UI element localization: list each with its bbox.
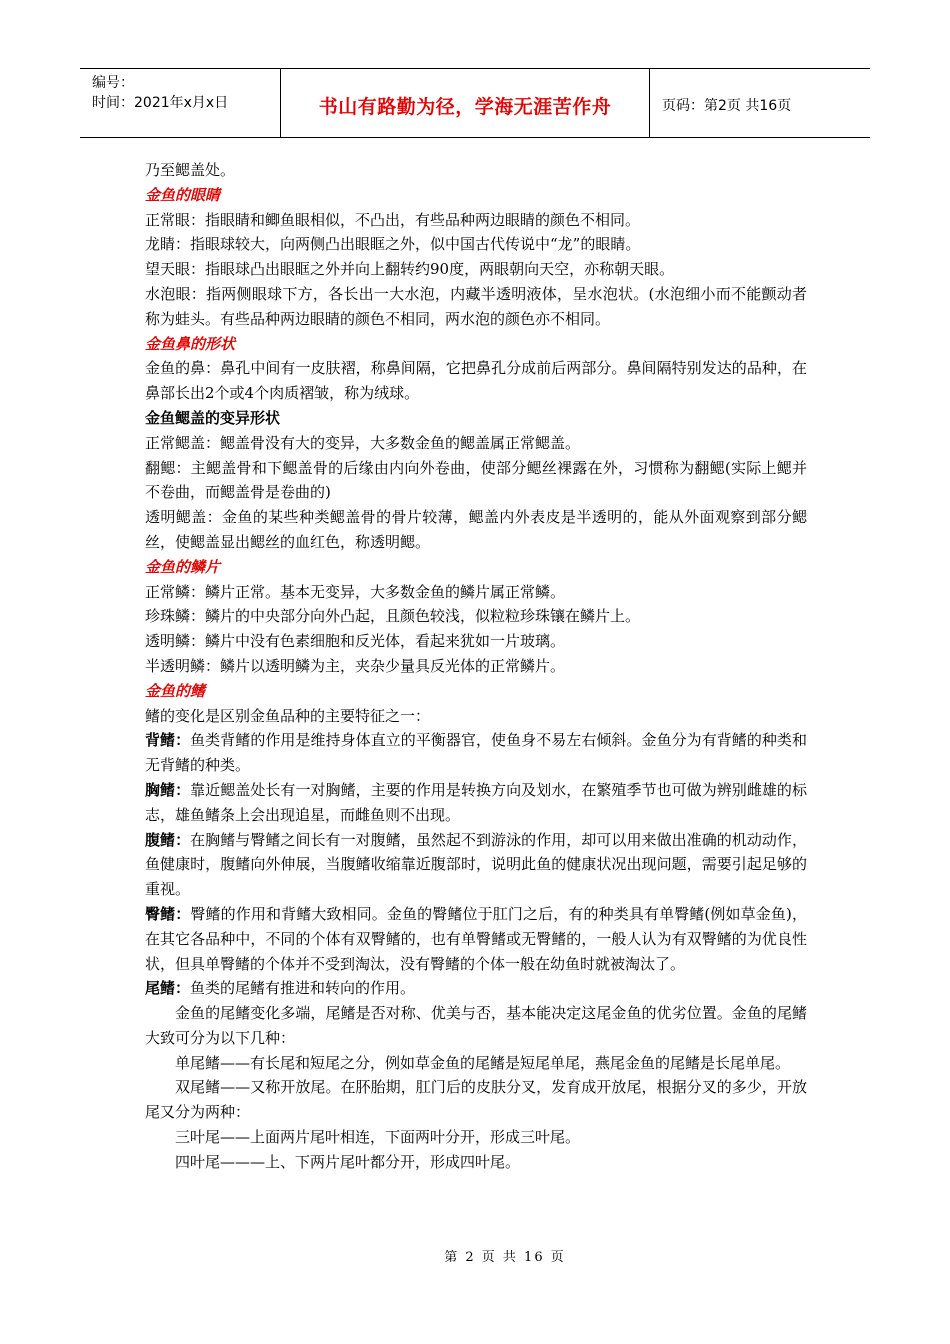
text-dorsal: 鱼类背鳍的作用是维持身体直立的平衡器官，使鱼身不易左右倾斜。金鱼分为有背鳍的种类和无背鳍的种类。 xyxy=(145,731,807,775)
paragraph: 龙睛：指眼球较大，向两侧凸出眼眶之外，似中国古代传说中“龙”的眼睛。 xyxy=(145,235,641,254)
paragraph: 透明鳞：鳞片中没有色素细胞和反光体，看起来犹如一片玻璃。 xyxy=(145,632,566,651)
document-time: 时间：2021年x月x日 xyxy=(92,95,229,111)
paragraph-tail-fin xyxy=(145,976,807,1001)
paragraph: 望天眼：指眼球凸出眼眶之外并向上翻转约90度，两眼朝向天空，亦称朝天眼。 xyxy=(145,260,675,279)
term-tail: 尾鳍： xyxy=(145,979,191,998)
section-heading-gill: 金鱼鳃盖的变异形状 xyxy=(145,408,281,427)
paragraph: 乃至鳃盖处。 xyxy=(145,161,236,179)
paragraph: 金鱼的鼻：鼻孔中间有一皮肤褶，称鼻间隔，它把鼻孔分成前后两部分。鼻间隔特别发达的品种，在鼻部长出2个或4个肉质褶皱，称为绒球。 xyxy=(145,359,807,403)
paragraph: 翻鳃：主鳃盖骨和下鳃盖骨的后缘由内向外卷曲，使部分鳃丝裸露在外，习惯称为翻鳃(实际上鳃并不卷曲，而鳃盖骨是卷曲的) xyxy=(145,458,807,502)
section-heading-eyes: 金鱼的眼睛 xyxy=(145,185,221,204)
paragraph: 双尾鳍——又称开放尾。在肧胎期，肛门后的皮肤分叉，发育成开放尾，根据分叉的多少，开放尾又分为两种： xyxy=(145,1078,807,1122)
text-anal: 臀鳍的作用和背鳍大致相同。金鱼的臀鳍位于肛门之后，有的种类具有单臀鳍(例如草金鱼)，在其它各品种中，不同的个体有双臀鳍的，也有单臀鳍或无臀鳍的，一般人认为有双臀鳍的为优良性状，但具单臀鳍的个体并不受到淘汰，没有臀鳍的个体一般在幼鱼时就被淘汰了。 xyxy=(145,904,807,973)
term-ventral: 腹鳍： xyxy=(145,830,191,849)
text-tail: 鱼类的尾鳍有推进和转向的作用。 xyxy=(190,979,416,998)
header-meta xyxy=(80,69,281,137)
page-header xyxy=(80,68,870,138)
paragraph: 鳍的变化是区别金鱼品种的主要特征之一： xyxy=(145,706,431,725)
term-pectoral: 胸鳍： xyxy=(145,780,191,799)
paragraph: 四叶尾———上、下两片尾叶都分开，形成四叶尾。 xyxy=(175,1152,521,1171)
header-page-number: 页码：第2页 共16页 xyxy=(662,98,792,114)
section-heading-nose: 金鱼鼻的形状 xyxy=(145,334,236,353)
paragraph-anal-fin xyxy=(145,902,807,976)
paragraph: 正常鳃盖：鳃盖骨没有大的变异，大多数金鱼的鳃盖属正常鳃盖。 xyxy=(145,433,581,452)
paragraph: 正常鳞：鳞片正常。基本无变异，大多数金鱼的鳞片属正常鳞。 xyxy=(145,582,566,601)
document-body xyxy=(145,158,807,1175)
paragraph-pectoral-fin xyxy=(145,778,807,828)
section-heading-scales: 金鱼的鳞片 xyxy=(145,557,221,576)
paragraph: 水泡眼：指两侧眼球下方，各长出一大水泡，内藏半透明液体，呈水泡状。(水泡细小而不能颤动者称为蛙头。有些品种两边眼睛的颜色不相同，两水泡的颜色亦不相同。 xyxy=(145,284,807,328)
header-motto: 书山有路勤为径，学海无涯苦作舟 xyxy=(281,69,650,137)
text-ventral: 在胸鳍与臀鳍之间长有一对腹鳍，虽然起不到游泳的作用，却可以用来做出准确的机动动作，鱼健康时，腹鳍向外伸展，当腹鳍收缩靠近腹部时，说明此鱼的健康状况出现问题，需要引起足够的重视。 xyxy=(145,830,807,899)
document-number: 编号： xyxy=(92,75,134,91)
section-heading-fins: 金鱼的鳍 xyxy=(145,681,206,700)
term-anal: 臀鳍： xyxy=(145,904,191,923)
page-footer: 第 2 页 共 16 页 xyxy=(444,1250,566,1265)
paragraph-dorsal-fin xyxy=(145,728,807,778)
paragraph: 透明鳃盖：金鱼的某些种类鳃盖骨的骨片较薄，鳃盖内外表皮是半透明的，能从外面观察到部分鳃丝，使鳃盖显出鳃丝的血红色，称透明鳃。 xyxy=(145,508,807,551)
text-pectoral: 靠近鳃盖处长有一对胸鳍，主要的作用是转换方向及划水，在繁殖季节也可做为辨别雌雄的标志，雄鱼鳍条上会出现追星，而雌鱼则不出现。 xyxy=(145,780,807,824)
term-dorsal: 背鳍： xyxy=(145,731,191,750)
paragraph: 三叶尾——上面两片尾叶相连，下面两叶分开，形成三叶尾。 xyxy=(175,1128,581,1147)
paragraph: 单尾鳍——有长尾和短尾之分，例如草金鱼的尾鳍是短尾单尾，燕尾金鱼的尾鳍是长尾单尾。 xyxy=(175,1053,791,1072)
paragraph: 珍珠鳞：鳞片的中央部分向外凸起，且颜色较浅，似粒粒珍珠镶在鳞片上。 xyxy=(145,607,641,626)
paragraph-ventral-fin xyxy=(145,828,807,902)
paragraph: 金鱼的尾鳍变化多端，尾鳍是否对称、优美与否，基本能决定这尾金鱼的优劣位置。金鱼的尾鳍大致可分为以下几种： xyxy=(145,1004,807,1047)
paragraph: 半透明鳞：鳞片以透明鳞为主，夹杂少量具反光体的正常鳞片。 xyxy=(145,656,566,675)
paragraph: 正常眼：指眼睛和鲫鱼眼相似，不凸出，有些品种两边眼睛的颜色不相同。 xyxy=(145,210,641,229)
